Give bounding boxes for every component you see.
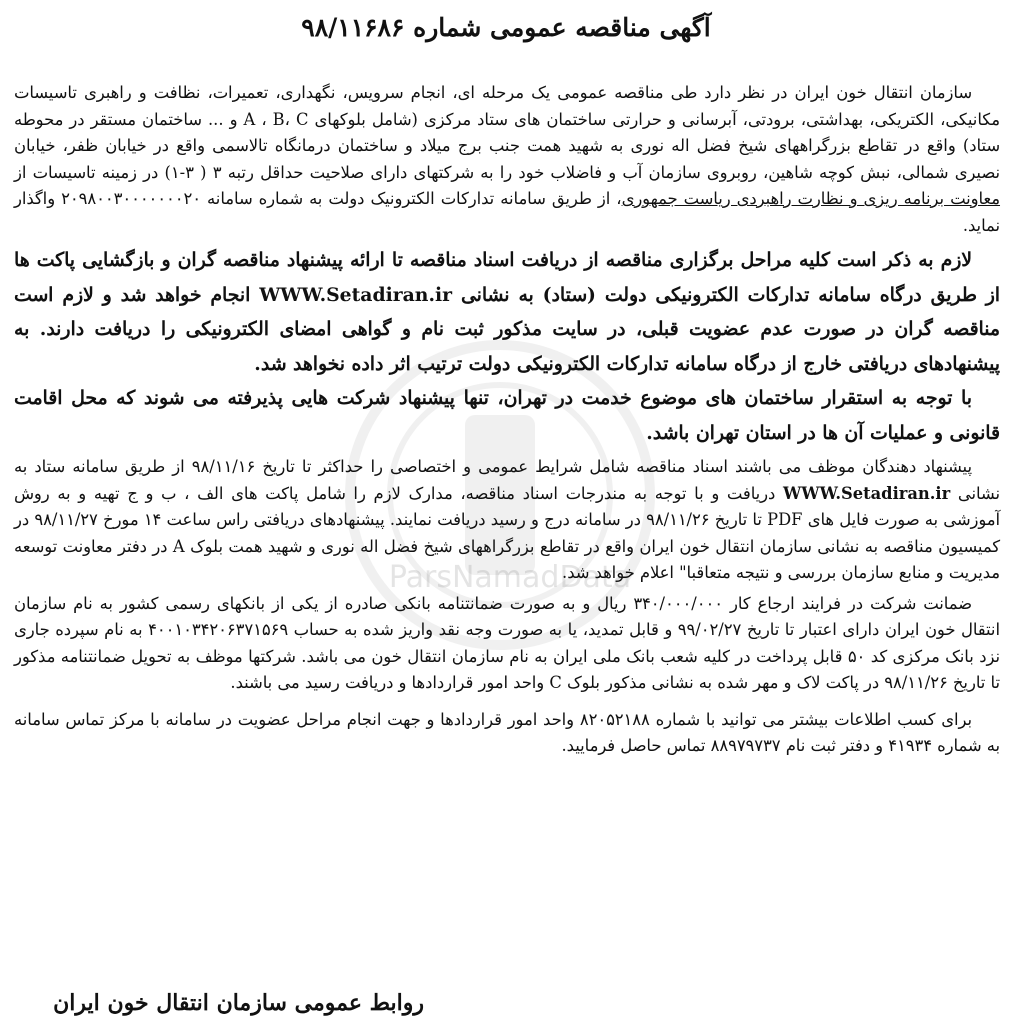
bold-1-part-a: لازم به ذکر است کلیه مراحل برگزاری مناقصه از دریافت اسناد مناقصه تا ارائه پیشنهاد مناقصه گران و بازگشایی پاکت ها از طریق درگاه سامانه تدارکات الکترونیکی دولت (ستاد) به نشانی xyxy=(14,249,1000,306)
paragraph-tehran-requirement: با توجه به استقرار ساختمان های موضوع خدمت در تهران، تنها پیشنهاد شرکت هایی پذیرفته می شوند که محل اقامت قانونی و عملیات آن ها در استان تهران باشد. xyxy=(14,387,1000,444)
paragraph-1-underlined: معاونت برنامه ریزی و نظارت راهبردی ریاست جمهوری xyxy=(621,189,1001,208)
paragraph-tender-description xyxy=(14,80,1000,239)
paragraph-submission-dates xyxy=(14,454,1000,587)
notice-title: آگهی مناقصه عمومی شماره ۹۸/۱۱۶۸۶ xyxy=(301,13,711,42)
paragraph-3-part-b: دریافت و با توجه به مندرجات اسناد مناقصه، مدارک لازم را شامل پاکت های الف ، ب و ج تهیه و به روش آموزشی به صورت فایل های PDF تا تاریخ ۹۸/۱۱/۲۶ در سامانه درج و رسید دریافت نمایند. پیشنهادهای دریافتی راس ساعت ۱۴ مورخ ۹۸/۱۱/۲۷ در کمیسیون مناقصه به نشانی سازمان انتقال خون ایران واقع در تقاطع بزرگراههای شیخ فضل اله نوری و شهید همت بلوک A در دفتر معاونت توسعه مدیریت و منابع سازمان بررسی و نتیجه متعاقبا" اعلام خواهد شد. xyxy=(14,483,1001,582)
paragraph-setad-process xyxy=(14,243,1000,381)
paragraph-1-part-a: سازمان انتقال خون ایران در نظر دارد طی مناقصه عمومی یک مرحله ای، انجام سرویس، نگهداری، تعمیرات، نظافت و راهبری تاسیسات مکانیکی، الکتریکی، بهداشتی، برودتی، آبرسانی و حرارتی ساختمان های ستاد مرکزی (شامل بلوکهای A ، B، C و ... ساختمان مستقر در محوطه ستاد) واقع در تقاطع بزرگراههای شیخ فضل اله نوری به شهید همت جنب برج میلاد و ساختمان درمانگاه تالاسمی واقع در خیابان ظفر، خیابان نصیری شمالی، نبش کوچه شاهین، روبروی سازمان آب و فاضلاب خود را به شرکتهای دارای صلاحیت حداقل رتبه ۳ ( ۳-۱) در زمینه تاسیسات از xyxy=(14,83,1000,182)
bold-1-part-b: انجام خواهد شد و لازم است مناقصه گران در صورت عدم عضویت قبلی، در سایت مذکور ثبت نام و گواهی امضای الکترونیکی را دریافت دارند. به پیشنهادهای دریافتی خارج از درگاه سامانه تدارکات الکترونیکی دولت ترتیب اثر داده نخواهد شد. xyxy=(14,283,1000,375)
paragraph-guarantee: ضمانت شرکت در فرایند ارجاع کار ۳۴۰/۰۰۰/۰۰۰ ریال و به صورت ضمانتنامه بانکی صادره از یکی از بانکهای رسمی کشور به نام سازمان انتقال خون ایران دارای اعتبار تا تاریخ ۹۹/۰۲/۲۷ و قابل تمدید، یا به صورت وجه نقد واریز شده به حساب ۴۰۰۱۰۳۴۲۰۶۳۷۱۵۶۹ به نام سپرده جاری نزد بانک مرکزی کد ۵۰ قابل پرداخت در کلیه شعب بانک ملی ایران به نام سازمان انتقال خون می باشد. شرکتها موظف به تحویل ضمانتنامه مذکور تا تاریخ ۹۸/۱۱/۲۶ در پاکت لاک و مهر شده به نشانی مذکور بلوک C واحد امور قراردادها و دریافت رسید می باشند. xyxy=(14,593,1000,692)
notice-body xyxy=(14,80,1000,760)
footer-signature: روابط عمومی سازمان انتقال خون ایران xyxy=(53,990,424,1016)
setadiran-link[interactable]: WWW.Setadiran.ir xyxy=(259,283,453,306)
paragraph-3-part-a: پیشنهاد دهندگان موظف می باشند اسناد مناقصه شامل شرایط عمومی و اختصاصی را حداکثر تا تاریخ ۹۸/۱۱/۱۶ از طریق سامانه ستاد به نشانی xyxy=(14,457,1000,503)
setadiran-link-2[interactable]: WWW.Setadiran.ir xyxy=(783,483,951,503)
paragraph-1-part-b: ، از طریق سامانه تدارکات الکترونیک دولت به شماره سامانه ۲۰۹۸۰۰۳۰۰۰۰۰۰۰۲۰ واگذار نماید. xyxy=(14,189,1000,235)
watermark-text: ParsNamadData xyxy=(388,560,632,595)
paragraph-contact-info: برای کسب اطلاعات بیشتر می توانید با شماره ۸۲۰۵۲۱۸۸ واحد امور قراردادها و جهت انجام مراحل عضویت در سامانه با مرکز تماس سامانه به شماره ۴۱۹۳۴ و دفتر ثبت نام ۸۸۹۷۹۷۳۷ تماس حاصل فرمایید. xyxy=(14,709,1000,755)
